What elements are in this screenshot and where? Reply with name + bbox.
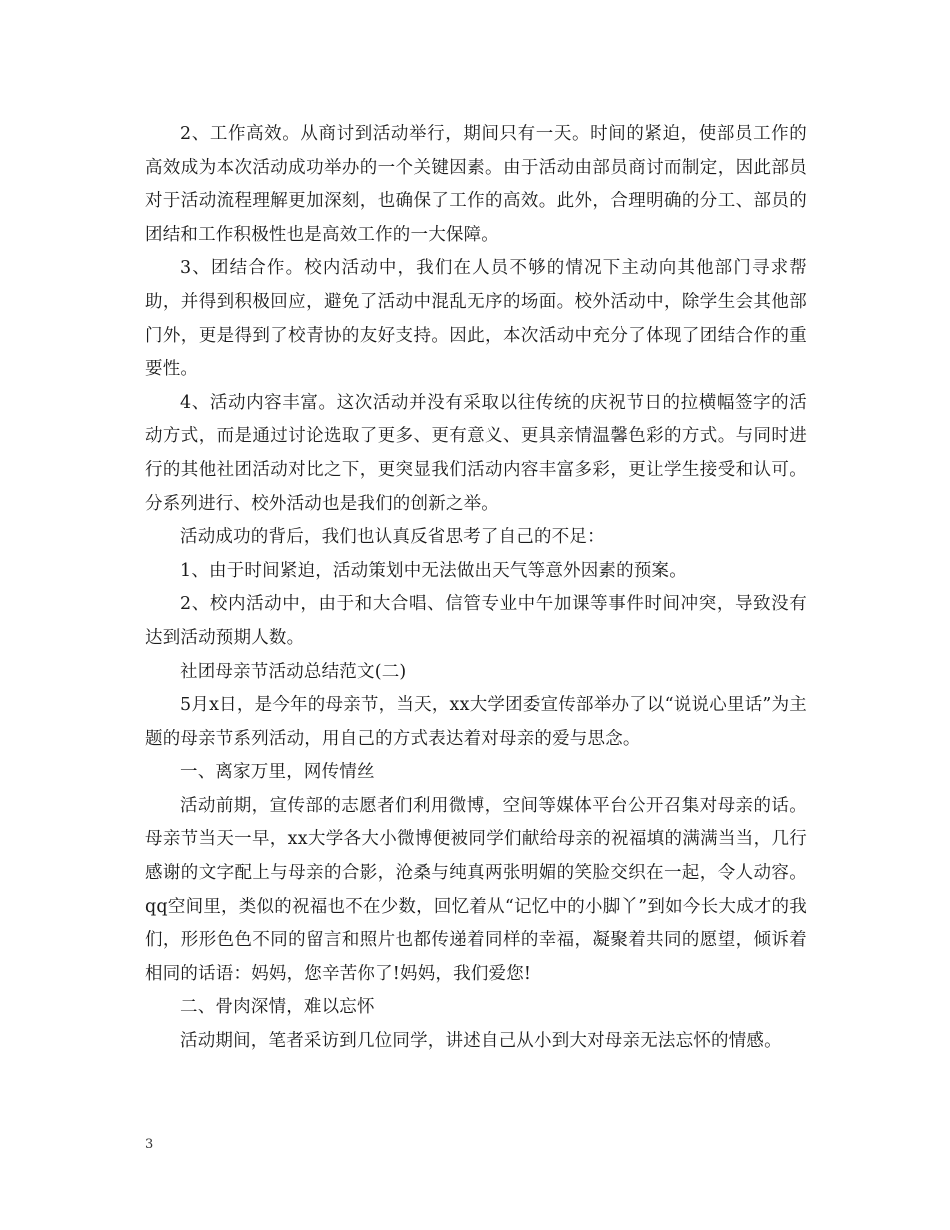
page-number: 3 <box>145 1137 154 1152</box>
paragraph-shortcoming-1: 1、由于时间紧迫，活动策划中无法做出天气等意外因素的预案。 <box>180 560 687 581</box>
paragraph-shortcoming-2: 2、校内活动中，由于和大合唱、信管专业中午加课等事件时间冲突，导致没有达到活动预期人数。 <box>145 594 807 648</box>
document-body <box>145 118 807 1059</box>
paragraph-interviews: 活动期间，笔者采访到几位同学，讲述自己从小到大对母亲无法忘怀的情感。 <box>180 1031 782 1052</box>
section-heading-sample-2: 社团母亲节活动总结范文(二) <box>180 661 407 682</box>
subheading-online-wishes: 一、离家万里，网传情丝 <box>180 762 375 783</box>
subheading-family-love: 二、骨肉深情，难以忘怀 <box>180 997 375 1018</box>
paragraph-rich-content: 4、活动内容丰富。这次活动并没有采取以往传统的庆祝节日的拉横幅签字的活动方式，而是通过讨论选取了更多、更有意义、更具亲情温馨色彩的方式。与同时进行的其他社团活动对比之下，更突显我们活动内容丰富多彩，更让学生接受和认可。分系列进行、校外活动也是我们的创新之举。 <box>145 392 807 514</box>
paragraph-efficiency: 2、工作高效。从商讨到活动举行，期间只有一天。时间的紧迫，使部员工作的高效成为本次活动成功举办的一个关键因素。由于活动由部员商讨而制定，因此部员对于活动流程理解更加深刻，也确保了工作的高效。此外，合理明确的分工、部员的团结和工作积极性也是高效工作的一大保障。 <box>145 124 807 245</box>
paragraph-teamwork: 3、团结合作。校内活动中，我们在人员不够的情况下主动向其他部门寻求帮助，并得到积极回应，避免了活动中混乱无序的场面。校外活动中，除学生会其他部门外，更是得到了校青协的友好支持。因此，本次活动中充分了体现了团结合作的重要性。 <box>145 258 807 380</box>
paragraph-reflection-intro: 活动成功的背后，我们也认真反省思考了自己的不足： <box>180 527 605 548</box>
paragraph-mothers-day-intro: 5月x日，是今年的母亲节，当天，xx大学团委宣传部举办了以“说说心里话”为主题的母亲节系列活动，用自己的方式表达着对母亲的爱与思念。 <box>145 695 807 749</box>
paragraph-online-wishes: 活动前期，宣传部的志愿者们利用微博，空间等媒体平台公开召集对母亲的话。母亲节当天一早，xx大学各大小微博便被同学们献给母亲的祝福填的满满当当，几行感谢的文字配上与母亲的合影，沧桑与纯真两张明媚的笑脸交织在一起，令人动容。qq空间里，类似的祝福也不在少数，回忆着从“记忆中的小脚丫”到如今长大成才的我们，形形色色不同的留言和照片也都传递着同样的幸福，凝聚着共同的愿望，倾诉着相同的话语：妈妈，您辛苦你了!妈妈，我们爱您! <box>145 795 807 984</box>
